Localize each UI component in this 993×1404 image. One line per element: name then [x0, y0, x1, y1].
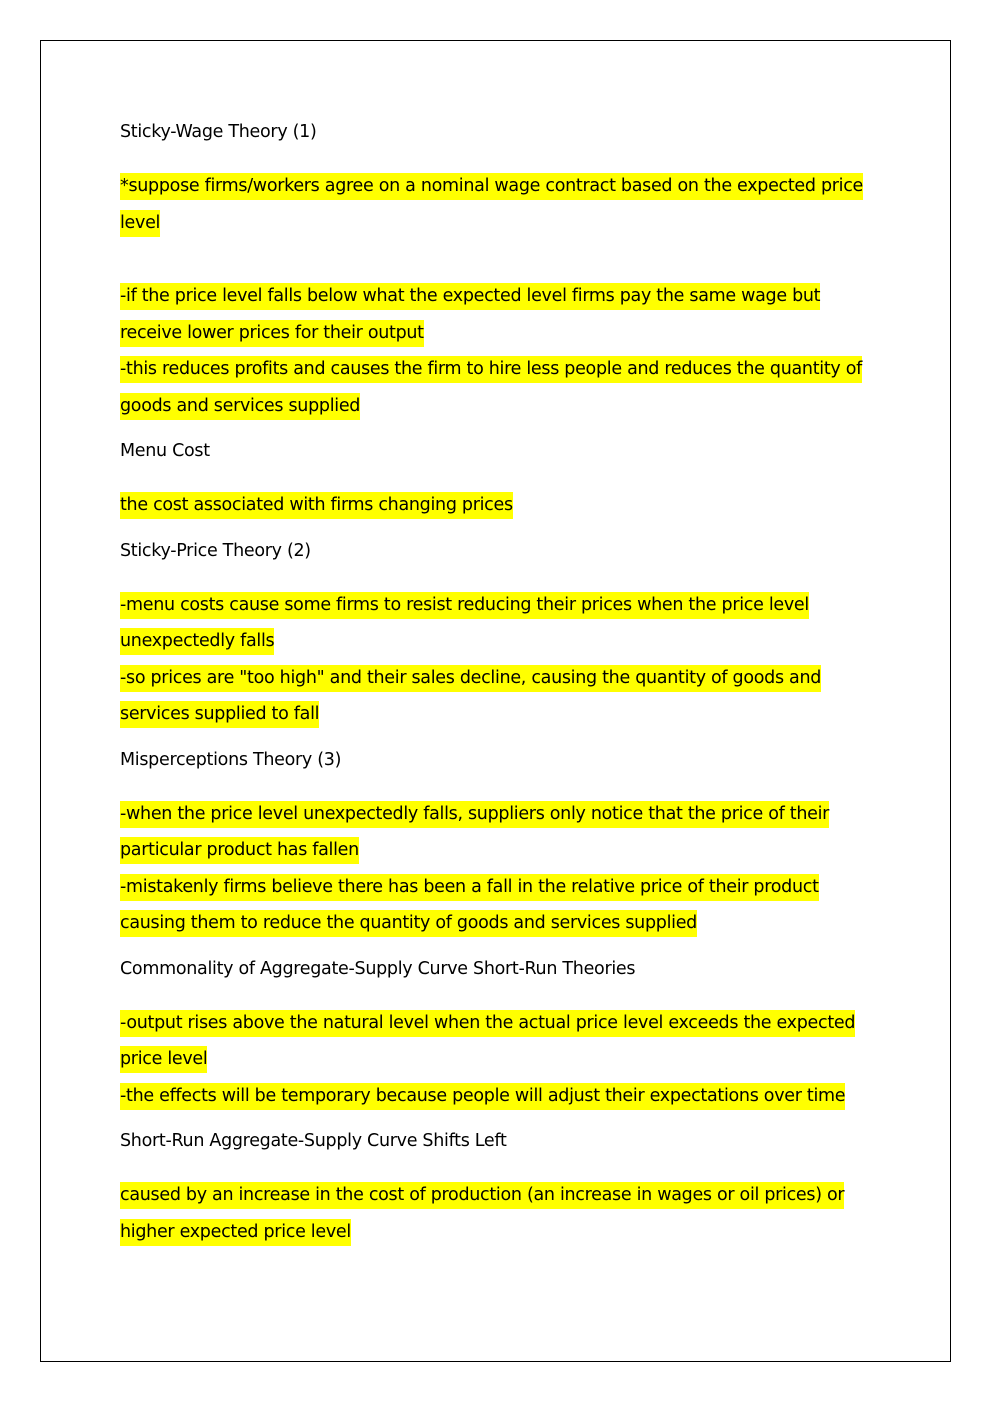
highlighted-text: -when the price level unexpectedly falls, suppliers only notice that the price of their [120, 801, 829, 828]
highlighted-text: *suppose firms/workers agree on a nominal wage contract based on the expected price [120, 173, 863, 200]
highlighted-text: -menu costs cause some firms to resist reducing their prices when the price level [120, 592, 809, 619]
highlighted-text: goods and services supplied [120, 393, 360, 420]
section-heading-sticky-price: Sticky-Price Theory (2) [120, 540, 311, 561]
paragraph-sticky-price [120, 587, 880, 733]
highlighted-text: -the effects will be temporary because people will adjust their expectations over time [120, 1083, 845, 1110]
paragraph-menu-cost [120, 487, 880, 524]
highlighted-text: receive lower prices for their output [120, 320, 424, 347]
section-heading-menu-cost: Menu Cost [120, 441, 210, 461]
highlighted-text: -output rises above the natural level when the actual price level exceeds the expected [120, 1010, 855, 1037]
highlighted-text: level [120, 210, 160, 237]
highlighted-text: caused by an increase in the cost of production (an increase in wages or oil prices) or [120, 1182, 844, 1209]
highlighted-text: services supplied to fall [120, 701, 319, 728]
highlighted-text: the cost associated with firms changing prices [120, 492, 513, 519]
paragraph-sticky-wage-effects [120, 278, 880, 424]
highlighted-text: higher expected price level [120, 1219, 351, 1246]
highlighted-text: price level [120, 1046, 207, 1073]
section-heading-misperceptions: Misperceptions Theory (3) [120, 749, 342, 770]
highlighted-text: particular product has fallen [120, 837, 359, 864]
paragraph-sticky-wage-assumption [120, 168, 880, 241]
highlighted-text: causing them to reduce the quantity of goods and services supplied [120, 910, 697, 937]
paragraph-sras-shift [120, 1177, 880, 1250]
paragraph-misperceptions [120, 796, 880, 942]
highlighted-text: -mistakenly firms believe there has been a fall in the relative price of their product [120, 874, 819, 901]
highlighted-text: -this reduces profits and causes the firm to hire less people and reduces the quantity of [120, 356, 862, 383]
blank-line [120, 241, 880, 278]
section-heading-commonality: Commonality of Aggregate-Supply Curve Short-Run Theories [120, 958, 636, 979]
document-body [120, 118, 880, 1263]
highlighted-text: unexpectedly falls [120, 628, 274, 655]
highlighted-text: -so prices are "too high" and their sales decline, causing the quantity of goods and [120, 665, 821, 692]
highlighted-text: -if the price level falls below what the expected level firms pay the same wage but [120, 283, 820, 310]
section-heading-sras-shift: Short-Run Aggregate-Supply Curve Shifts Left [120, 1131, 507, 1151]
paragraph-commonality [120, 1005, 880, 1115]
section-heading-sticky-wage: Sticky-Wage Theory (1) [120, 122, 317, 142]
